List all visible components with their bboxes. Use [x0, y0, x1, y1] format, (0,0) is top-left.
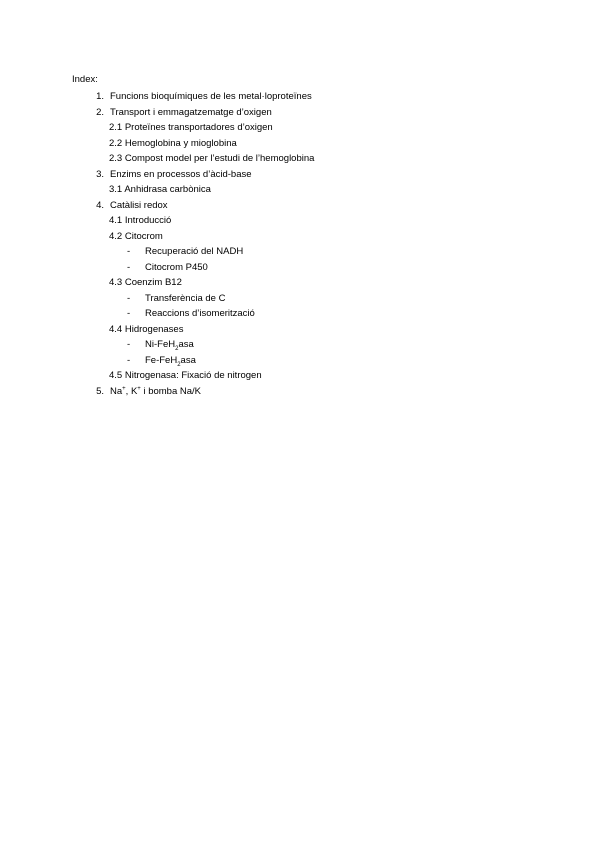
list-dash: - [127, 261, 131, 273]
item-title: Reaccions d’isomerització [145, 308, 255, 319]
toc-subsection-4-2 [0, 229, 600, 245]
section-number: 3. [96, 168, 104, 180]
toc-item-4-4-1 [0, 337, 600, 353]
toc-item-4-4-2 [0, 353, 600, 369]
section-title: Enzims en processos d’àcid-base [110, 168, 252, 180]
subscript: 2 [175, 345, 179, 352]
title-part-b: , K [125, 385, 138, 397]
toc-subsection-2-1 [0, 120, 600, 136]
superscript: + [122, 385, 126, 392]
subscript: 2 [177, 361, 181, 368]
toc-subsection-4-3 [0, 275, 600, 291]
list-dash: - [127, 354, 131, 366]
subsection-title: 2.2 Hemoglobina y mioglobina [109, 137, 237, 149]
section-number: 2. [96, 106, 104, 118]
subsection-title: 4.2 Citocrom [109, 230, 163, 242]
subsection-title: 2.1 Proteïnes transportadores d’oxigen [109, 122, 273, 133]
section-number: 1. [96, 91, 104, 102]
toc-subsection-3-1 [0, 182, 600, 198]
toc-section-2 [0, 105, 600, 121]
section-title: Transport i emmagatzematge d’oxigen [110, 106, 272, 118]
list-dash: - [127, 292, 131, 304]
item-title: Recuperació del NADH [145, 246, 244, 257]
subsection-title: 4.5 Nitrogenasa: Fixació de nitrogen [109, 370, 262, 381]
subsection-title: 2.3 Compost model per l’estudi de l’hemoglobina [109, 153, 315, 164]
toc-subsection-4-4 [0, 322, 600, 338]
toc-section-3 [0, 167, 600, 183]
item-title-pre: Fe-FeH [145, 354, 178, 366]
item-title-pre: Ni-FeH [145, 339, 176, 350]
toc-item-4-2-2 [0, 260, 600, 276]
list-dash: - [127, 246, 131, 257]
item-title-post: asa [180, 354, 196, 366]
toc-subsection-4-1 [0, 213, 600, 229]
index-title: Index: [72, 74, 98, 85]
toc-section-1 [0, 89, 600, 105]
section-title: Catàlisi redox [110, 199, 168, 211]
toc-subsection-2-3 [0, 151, 600, 167]
item-title [145, 337, 194, 353]
toc-section-5 [0, 384, 600, 400]
superscript: + [137, 385, 141, 392]
item-title: Transferència de C [145, 292, 226, 304]
toc-item-4-2-1 [0, 244, 600, 260]
subsection-title: 4.4 Hidrogenases [109, 323, 184, 335]
toc-section-4 [0, 198, 600, 214]
item-title [145, 353, 196, 369]
toc-item-4-3-1 [0, 291, 600, 307]
subsection-title: 4.1 Introducció [109, 215, 172, 226]
toc-item-4-3-2 [0, 306, 600, 322]
section-number: 4. [96, 199, 104, 211]
toc-subsection-2-2 [0, 136, 600, 152]
title-part-a: Na [110, 385, 123, 397]
section-number: 5. [96, 385, 104, 397]
title-part-c: i bomba Na/K [140, 385, 202, 397]
table-of-contents [0, 89, 600, 399]
item-title-post: asa [178, 339, 194, 350]
toc-subsection-4-5 [0, 368, 600, 384]
subsection-title: 3.1 Anhidrasa carbònica [109, 184, 211, 195]
item-title: Citocrom P450 [145, 261, 208, 273]
section-title [110, 384, 201, 400]
section-title: Funcions bioquímiques de les metal·loproteïnes [110, 91, 312, 102]
list-dash: - [127, 308, 131, 319]
list-dash: - [127, 339, 131, 350]
subsection-title: 4.3 Coenzim B12 [109, 277, 182, 288]
